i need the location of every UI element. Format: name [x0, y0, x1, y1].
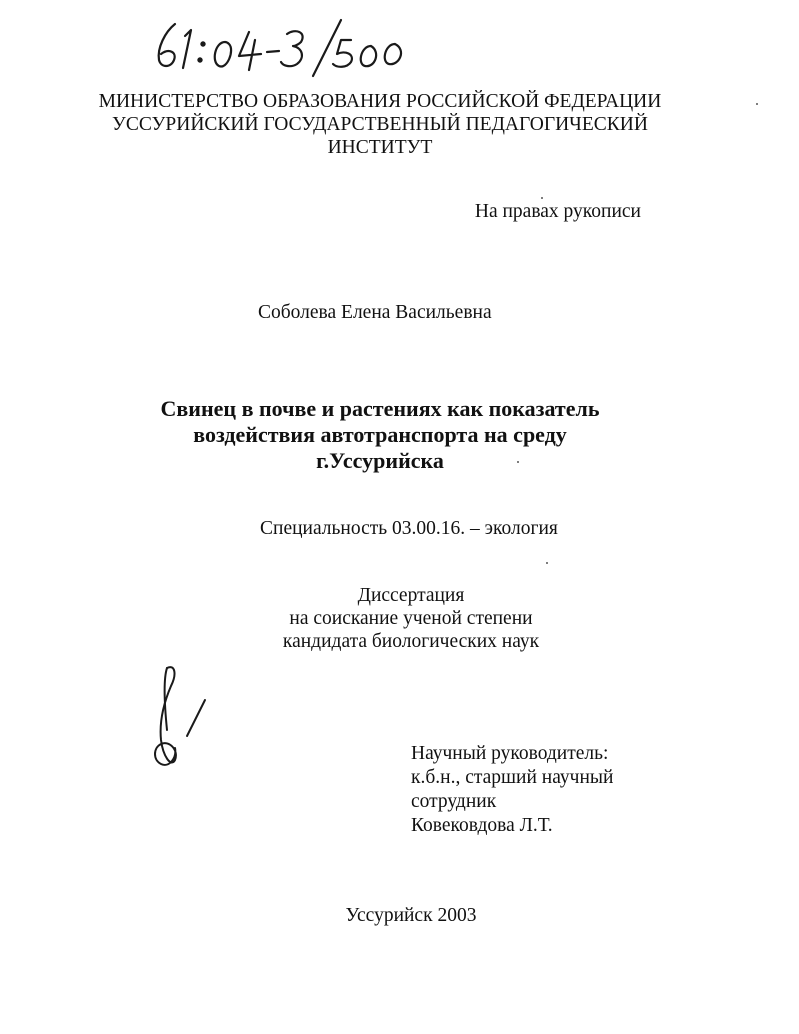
thesis-title-line: г.Уссурийска: [316, 448, 444, 473]
specialty: Специальность 03.00.16. – экология: [260, 518, 558, 539]
institution-header: [0, 90, 760, 159]
institution-header-line: МИНИСТЕРСТВО ОБРАЗОВАНИЯ РОССИЙСКОЙ ФЕДЕРАЦИИ: [98, 91, 662, 112]
city-year: Уссурийск 2003: [345, 905, 477, 926]
scientific-advisor: [411, 742, 613, 838]
signature-drawing: [145, 660, 215, 780]
degree-description-line: кандидата биологических наук: [282, 631, 540, 652]
thesis-title-line: воздействия автотранспорта на среду: [193, 422, 567, 447]
handwritten-signature: [145, 660, 215, 780]
advisor-line: сотрудник: [411, 791, 497, 812]
scan-speck: [541, 197, 543, 199]
thesis-title-line: Свинец в почве и растениях как показатель: [160, 396, 600, 421]
rights-notice: На правах рукописи: [474, 201, 641, 222]
institution-header-line: ИНСТИТУТ: [327, 137, 433, 158]
scan-speck: [517, 461, 519, 463]
degree-description-line: Диссертация: [357, 585, 465, 606]
degree-description: [0, 584, 799, 653]
institution-header-line: УССУРИЙСКИЙ ГОСУДАРСТВЕННЫЙ ПЕДАГОГИЧЕСКИЙ: [112, 114, 648, 135]
degree-description-line: на соискание ученой степени: [289, 608, 533, 629]
advisor-line: Научный руководитель:: [411, 743, 609, 764]
advisor-line: Ковековдова Л.Т.: [411, 815, 553, 836]
archive-code-handwritten: [145, 10, 415, 80]
author-name: Соболева Елена Васильевна: [258, 302, 492, 323]
thesis-title: [0, 396, 760, 474]
advisor-line: к.б.н., старший научный: [411, 767, 614, 788]
scan-speck: [756, 103, 758, 105]
archive-code-drawing: [145, 10, 415, 80]
scan-speck: [546, 562, 548, 564]
